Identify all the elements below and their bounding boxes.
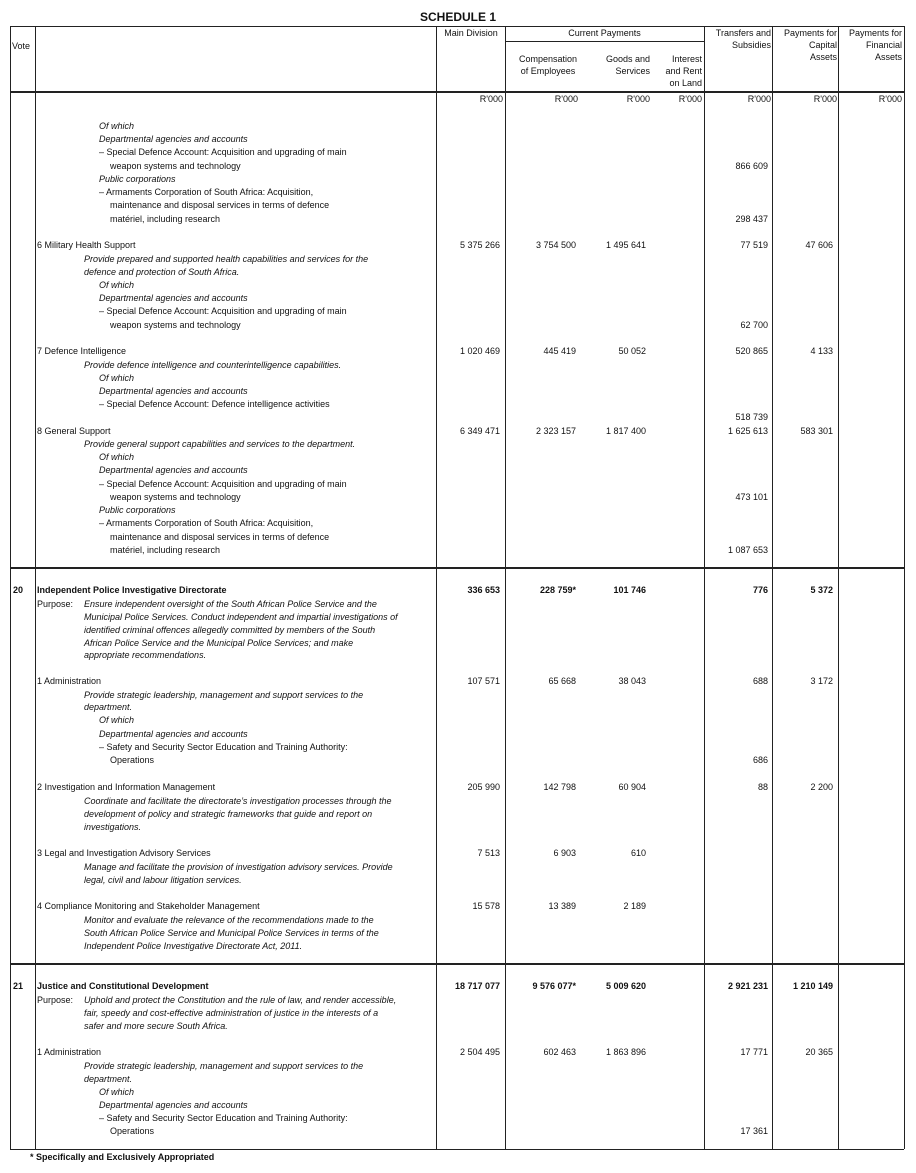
line-text: 8 General Support bbox=[37, 426, 111, 436]
header-financial: Payments for Financial Assets bbox=[848, 28, 902, 62]
amount-tr: 17 771 bbox=[740, 1047, 768, 1057]
grid-top bbox=[10, 26, 904, 27]
unit-interest: R'000 bbox=[678, 94, 702, 104]
line-text: Coordinate and facilitate the directorate’s investigation processes through the bbox=[84, 796, 392, 806]
amount-gs: 5 009 620 bbox=[605, 981, 646, 991]
line-text: Of which bbox=[99, 280, 135, 290]
amount-md: 107 571 bbox=[467, 676, 500, 686]
amount-tr: 298 437 bbox=[735, 214, 768, 224]
line-text: Of which bbox=[99, 452, 135, 462]
line-text: matériel, including research bbox=[110, 545, 221, 555]
line-text: Departmental agencies and accounts bbox=[99, 134, 248, 144]
line-text: matériel, including research bbox=[110, 214, 221, 224]
line-text: weapon systems and technology bbox=[110, 492, 241, 502]
amount-tr: 866 609 bbox=[735, 161, 768, 171]
amount-ca: 20 365 bbox=[805, 1047, 833, 1057]
amount-gs: 101 746 bbox=[613, 585, 646, 595]
line-text: Ensure independent oversight of the South African Police Service and the bbox=[84, 599, 377, 609]
amount-ca: 5 372 bbox=[810, 585, 833, 595]
unit-transfers: R'000 bbox=[747, 94, 771, 104]
line-text: Justice and Constitutional Development bbox=[37, 981, 209, 991]
line-text: legal, civil and labour litigation services. bbox=[84, 875, 242, 885]
amount-ce: 3 754 500 bbox=[535, 240, 576, 250]
line-text: Departmental agencies and accounts bbox=[99, 293, 248, 303]
line-text: Of which bbox=[99, 1087, 135, 1097]
amount-ce: 65 668 bbox=[548, 676, 576, 686]
amount-tr: 520 865 bbox=[735, 346, 768, 356]
line-text: Operations bbox=[110, 1126, 155, 1136]
header-vote: Vote bbox=[12, 41, 31, 51]
amount-tr: 1 087 653 bbox=[727, 545, 768, 555]
line-text: department. bbox=[84, 702, 133, 712]
amount-tr: 776 bbox=[752, 585, 768, 595]
line-text: 7 Defence Intelligence bbox=[37, 346, 127, 356]
line-text: maintenance and disposal services in terms of defence bbox=[110, 200, 330, 210]
amount-md: 5 375 266 bbox=[459, 240, 500, 250]
line-text: Public corporations bbox=[99, 174, 176, 184]
amount-ce: 602 463 bbox=[543, 1047, 576, 1057]
line-text: identified criminal offences allegedly committed by members of the South bbox=[84, 625, 376, 635]
amount-gs: 38 043 bbox=[618, 676, 646, 686]
line-text: Provide strategic leadership, management and support services to the bbox=[84, 1061, 364, 1071]
line-text: Of which bbox=[99, 121, 135, 131]
amount-ce: 9 576 077* bbox=[532, 981, 576, 991]
line-text: – Safety and Security Sector Education and Training Authority: bbox=[99, 742, 348, 752]
line-text: 1 Administration bbox=[37, 1047, 102, 1057]
vote-number: 21 bbox=[13, 981, 24, 991]
amount-ca: 3 172 bbox=[810, 676, 833, 686]
amount-ca: 47 606 bbox=[805, 240, 833, 250]
line-text: Municipal Police Services. Conduct independent and impartial investigations of bbox=[84, 612, 398, 622]
unit-capital: R'000 bbox=[813, 94, 837, 104]
line-text: Independent Police Investigative Directorate Act, 2011. bbox=[84, 941, 303, 951]
amount-md: 336 653 bbox=[467, 585, 500, 595]
amount-tr: 686 bbox=[752, 755, 768, 765]
amount-gs: 50 052 bbox=[618, 346, 646, 356]
amount-md: 7 513 bbox=[477, 848, 500, 858]
amount-tr: 2 921 231 bbox=[727, 981, 768, 991]
line-text: maintenance and disposal services in terms of defence bbox=[110, 532, 330, 542]
line-text: Departmental agencies and accounts bbox=[99, 729, 248, 739]
grid-vote-divider-20 bbox=[10, 567, 904, 569]
amount-gs: 1 495 641 bbox=[605, 240, 646, 250]
line-text: Provide strategic leadership, management and support services to the bbox=[84, 690, 364, 700]
amount-md: 205 990 bbox=[467, 782, 500, 792]
unit-financial: R'000 bbox=[878, 94, 902, 104]
line-text: Manage and facilitate the provision of investigation advisory services. Provide bbox=[84, 862, 393, 872]
line-text: Of which bbox=[99, 715, 135, 725]
line-text: investigations. bbox=[84, 822, 142, 832]
amount-md: 1 020 469 bbox=[459, 346, 500, 356]
amount-tr: 688 bbox=[752, 676, 768, 686]
grid-current-payments-sub bbox=[505, 41, 704, 42]
header-interest: Interest and Rent on Land bbox=[665, 54, 702, 88]
line-text: weapon systems and technology bbox=[110, 320, 241, 330]
line-text: Departmental agencies and accounts bbox=[99, 465, 248, 475]
line-text: – Armaments Corporation of South Africa: Acquisition, bbox=[99, 518, 314, 528]
line-text: defence and protection of South Africa. bbox=[84, 267, 240, 277]
line-text: Provide general support capabilities and services to the department. bbox=[84, 439, 356, 449]
line-text: – Special Defence Account: Defence intelligence activities bbox=[99, 399, 330, 409]
amount-md: 18 717 077 bbox=[454, 981, 500, 991]
line-text: – Special Defence Account: Acquisition and upgrading of main bbox=[99, 306, 347, 316]
line-text: Public corporations bbox=[99, 505, 176, 515]
vote-number: 20 bbox=[13, 585, 24, 595]
header-main-division: Main Division bbox=[444, 28, 498, 38]
amount-ce: 2 323 157 bbox=[535, 426, 576, 436]
amount-tr: 473 101 bbox=[735, 492, 768, 502]
header-goods-services: Goods and Services bbox=[605, 54, 650, 76]
amount-ce: 228 759* bbox=[539, 585, 576, 595]
amount-tr: 17 361 bbox=[740, 1126, 768, 1136]
grid-col-right bbox=[904, 26, 905, 1149]
line-text: Purpose: bbox=[37, 995, 74, 1005]
line-text: African Police Service and the Municipal Police Services; and make bbox=[84, 638, 354, 648]
line-text: Departmental agencies and accounts bbox=[99, 386, 248, 396]
amount-ca: 2 200 bbox=[810, 782, 833, 792]
line-text: Independent Police Investigative Directorate bbox=[37, 585, 227, 595]
grid-col-left bbox=[10, 26, 11, 1149]
amount-gs: 610 bbox=[630, 848, 646, 858]
grid-header-bottom bbox=[10, 91, 904, 93]
unit-main-division: R'000 bbox=[479, 94, 503, 104]
line-text: 4 Compliance Monitoring and Stakeholder Management bbox=[37, 901, 260, 911]
line-text: development of policy and strategic frameworks that guide and report on bbox=[84, 809, 373, 819]
footnote: * Specifically and Exclusively Appropriated bbox=[30, 1152, 215, 1162]
amount-tr: 1 625 613 bbox=[727, 426, 768, 436]
amount-ce: 13 389 bbox=[548, 901, 576, 911]
amount-ca: 4 133 bbox=[810, 346, 833, 356]
line-text: Provide defence intelligence and counterintelligence capabilities. bbox=[84, 360, 342, 370]
line-text: Purpose: bbox=[37, 599, 74, 609]
header-capital: Payments for Capital Assets bbox=[783, 28, 837, 62]
grid-vote-divider-21 bbox=[10, 963, 904, 965]
line-text: appropriate recommendations. bbox=[84, 650, 207, 660]
unit-compensation: R'000 bbox=[554, 94, 578, 104]
grid-col-vote bbox=[35, 26, 36, 1149]
grid-col-financial bbox=[838, 26, 839, 1149]
amount-ca: 583 301 bbox=[800, 426, 833, 436]
header-current-payments: Current Payments bbox=[568, 28, 641, 38]
page-title: SCHEDULE 1 bbox=[419, 10, 496, 24]
amount-ce: 445 419 bbox=[543, 346, 576, 356]
line-text: – Safety and Security Sector Education and Training Authority: bbox=[99, 1113, 348, 1123]
line-text: South African Police Service and Municipal Police Services in terms of the bbox=[84, 928, 379, 938]
line-text: weapon systems and technology bbox=[110, 161, 241, 171]
amount-gs: 1 863 896 bbox=[605, 1047, 646, 1057]
line-text: department. bbox=[84, 1074, 133, 1084]
amount-md: 6 349 471 bbox=[459, 426, 500, 436]
line-text: – Special Defence Account: Acquisition and upgrading of main bbox=[99, 479, 347, 489]
line-text: 2 Investigation and Information Management bbox=[37, 782, 216, 792]
amount-tr: 518 739 bbox=[735, 412, 768, 422]
line-text: fair, speedy and cost-effective administration of justice in the interests of a bbox=[84, 1008, 379, 1018]
line-text: – Special Defence Account: Acquisition and upgrading of main bbox=[99, 147, 347, 157]
amount-md: 15 578 bbox=[472, 901, 500, 911]
line-text: – Armaments Corporation of South Africa: Acquisition, bbox=[99, 187, 314, 197]
amount-ce: 6 903 bbox=[553, 848, 576, 858]
amount-md: 2 504 495 bbox=[459, 1047, 500, 1057]
amount-ce: 142 798 bbox=[543, 782, 576, 792]
line-text: Monitor and evaluate the relevance of the recommendations made to the bbox=[84, 915, 374, 925]
amount-gs: 1 817 400 bbox=[605, 426, 646, 436]
amount-tr: 88 bbox=[757, 782, 768, 792]
unit-goods: R'000 bbox=[626, 94, 650, 104]
amount-tr: 62 700 bbox=[740, 320, 768, 330]
header-compensation: Compensation of Employees bbox=[518, 54, 578, 76]
line-text: safer and more secure South Africa. bbox=[84, 1021, 228, 1031]
amount-tr: 77 519 bbox=[740, 240, 768, 250]
grid-bottom bbox=[10, 1149, 904, 1150]
line-text: Operations bbox=[110, 755, 155, 765]
line-text: Uphold and protect the Constitution and the rule of law, and render accessible, bbox=[84, 995, 397, 1005]
line-text: 6 Military Health Support bbox=[37, 240, 136, 250]
header-transfers: Transfers and Subsidies bbox=[715, 28, 771, 50]
amount-gs: 60 904 bbox=[618, 782, 646, 792]
amount-ca: 1 210 149 bbox=[792, 981, 833, 991]
line-text: 1 Administration bbox=[37, 676, 102, 686]
line-text: Departmental agencies and accounts bbox=[99, 1100, 248, 1110]
line-text: Provide prepared and supported health capabilities and services for the bbox=[84, 254, 369, 264]
amount-gs: 2 189 bbox=[623, 901, 646, 911]
line-text: 3 Legal and Investigation Advisory Services bbox=[37, 848, 211, 858]
line-text: Of which bbox=[99, 373, 135, 383]
